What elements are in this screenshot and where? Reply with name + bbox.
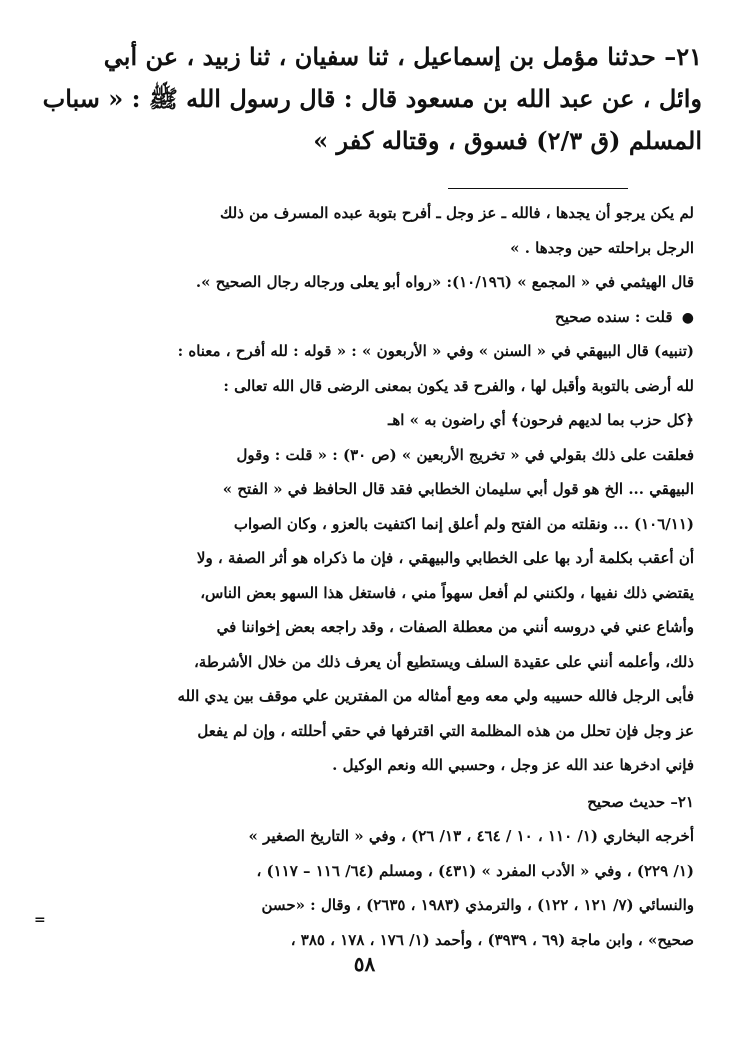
footnote-line: فأبى الرجل فالله حسيبه ولي معه ومع أمثاله من المفترين علي موقف بين يدي الله <box>177 687 694 705</box>
footnote-line: والنسائي (٧/ ١٢١ ، ١٢٢) ، والترمذي (١٩٨٣ ، ٢٦٣٥) ، وقال : «حسن <box>261 896 694 914</box>
hadith-line: ٢١– حدثنا مؤمل بن إسماعيل ، ثنا سفيان ، ثنا زبيد ، عن أبي <box>103 42 702 71</box>
bullet-icon: ● <box>681 309 694 326</box>
hadith-line: وائل ، عن عبد الله بن مسعود قال : قال رسول الله ﷺ : « سباب <box>42 84 702 113</box>
footnote-line: الرجل براحلته حين وجدها . » <box>510 238 694 257</box>
hadith-text <box>42 36 702 162</box>
footnote-line: ذلك، وأعلمه أنني على عقيدة السلف ويستطيع أن يعرف ذلك من خلال الأشرطة، <box>193 652 694 671</box>
footnote-line: لله أرضى بالتوبة وأقبل لها ، والفرح قد يكون بمعنى الرضى قال الله تعالى : <box>223 376 694 395</box>
footnote-line: أن أعقب بكلمة أرد بها على الخطابي والبيهقي ، فإن ما ذكراه هو أثر الصفة ، ولا <box>196 549 694 567</box>
footnote-separator <box>448 188 628 189</box>
footnote-line: قال الهيثمي في « المجمع » (١٠/١٩٦): «رواه أبو يعلى ورجاله رجال الصحيح ». <box>195 273 694 291</box>
footnote-line-verdict <box>44 300 694 335</box>
footnote-line: لم يكن يرجو أن يجدها ، فالله ـ عز وجل ـ أفرح بتوبة عبده المسرف من ذلك <box>219 204 694 222</box>
footnote-line: فعلقت على ذلك بقولي في « تخريج الأربعين » (ص ٣٠) : « قلت : وقول <box>236 445 694 464</box>
footnote-line: يقتضي ذلك نفيها ، ولكنني لم أفعل سهواً مني ، فاستغل هذا السهو بعض الناس، <box>200 583 694 602</box>
verdict-text: قلت : سنده صحيح <box>555 307 673 326</box>
footnotes <box>44 196 694 957</box>
footnote-line: (تنبيه) قال البيهقي في « السنن » وفي « الأربعون » : « قوله : لله أفرح ، معناه : <box>177 342 694 360</box>
footnote-line: صحيح» ، وابن ماجة (٦٩ ، ٣٩٣٩) ، وأحمد (١/ ١٧٦ ، ١٧٨ ، ٣٨٥ ، <box>290 930 694 949</box>
footnote-line: البيهقي ... الخ هو قول أبي سليمان الخطابي فقد قال الحافظ في « الفتح » <box>222 480 694 498</box>
page-number: ٥٨ <box>353 952 376 976</box>
footnote-line: ﴿كل حزب بما لديهم فرحون﴾ أي راضون به » اهـ <box>387 411 694 429</box>
continuation-mark: = <box>34 912 46 928</box>
footnote-line: (١/ ٢٢٩) ، وفي « الأدب المفرد » (٤٣١) ، ومسلم (٦٤/ ١١٦ – ١١٧) ، <box>256 861 694 880</box>
footnote-line: أخرجه البخاري (١/ ١١٠ ، ١٠ / ٤٦٤ ، ١٣/ ٢٦) ، وفي « التاريخ الصغير » <box>248 827 694 845</box>
footnote-line: وأشاع عني في دروسه أنني من معطلة الصفات ، وقد راجعه بعض إخواننا في <box>216 618 694 636</box>
footnote-line: فإني ادخرها عند الله عز وجل ، وحسبي الله ونعم الوكيل . <box>332 756 694 774</box>
footnote-heading: ٢١– حديث صحيح <box>587 792 694 811</box>
footnote-line: عز وجل فإن تحلل من هذه المظلمة التي اقترفها في حقي أحللته ، وإن لم يفعل <box>197 721 694 740</box>
hadith-line: المسلم (ق ٢/٣) فسوق ، وقتاله كفر » <box>313 126 702 155</box>
footnote-line: (١٠٦/١١) ... ونقلته من الفتح ولم أعلق إنما اكتفيت بالعزو ، وكان الصواب <box>233 514 694 533</box>
